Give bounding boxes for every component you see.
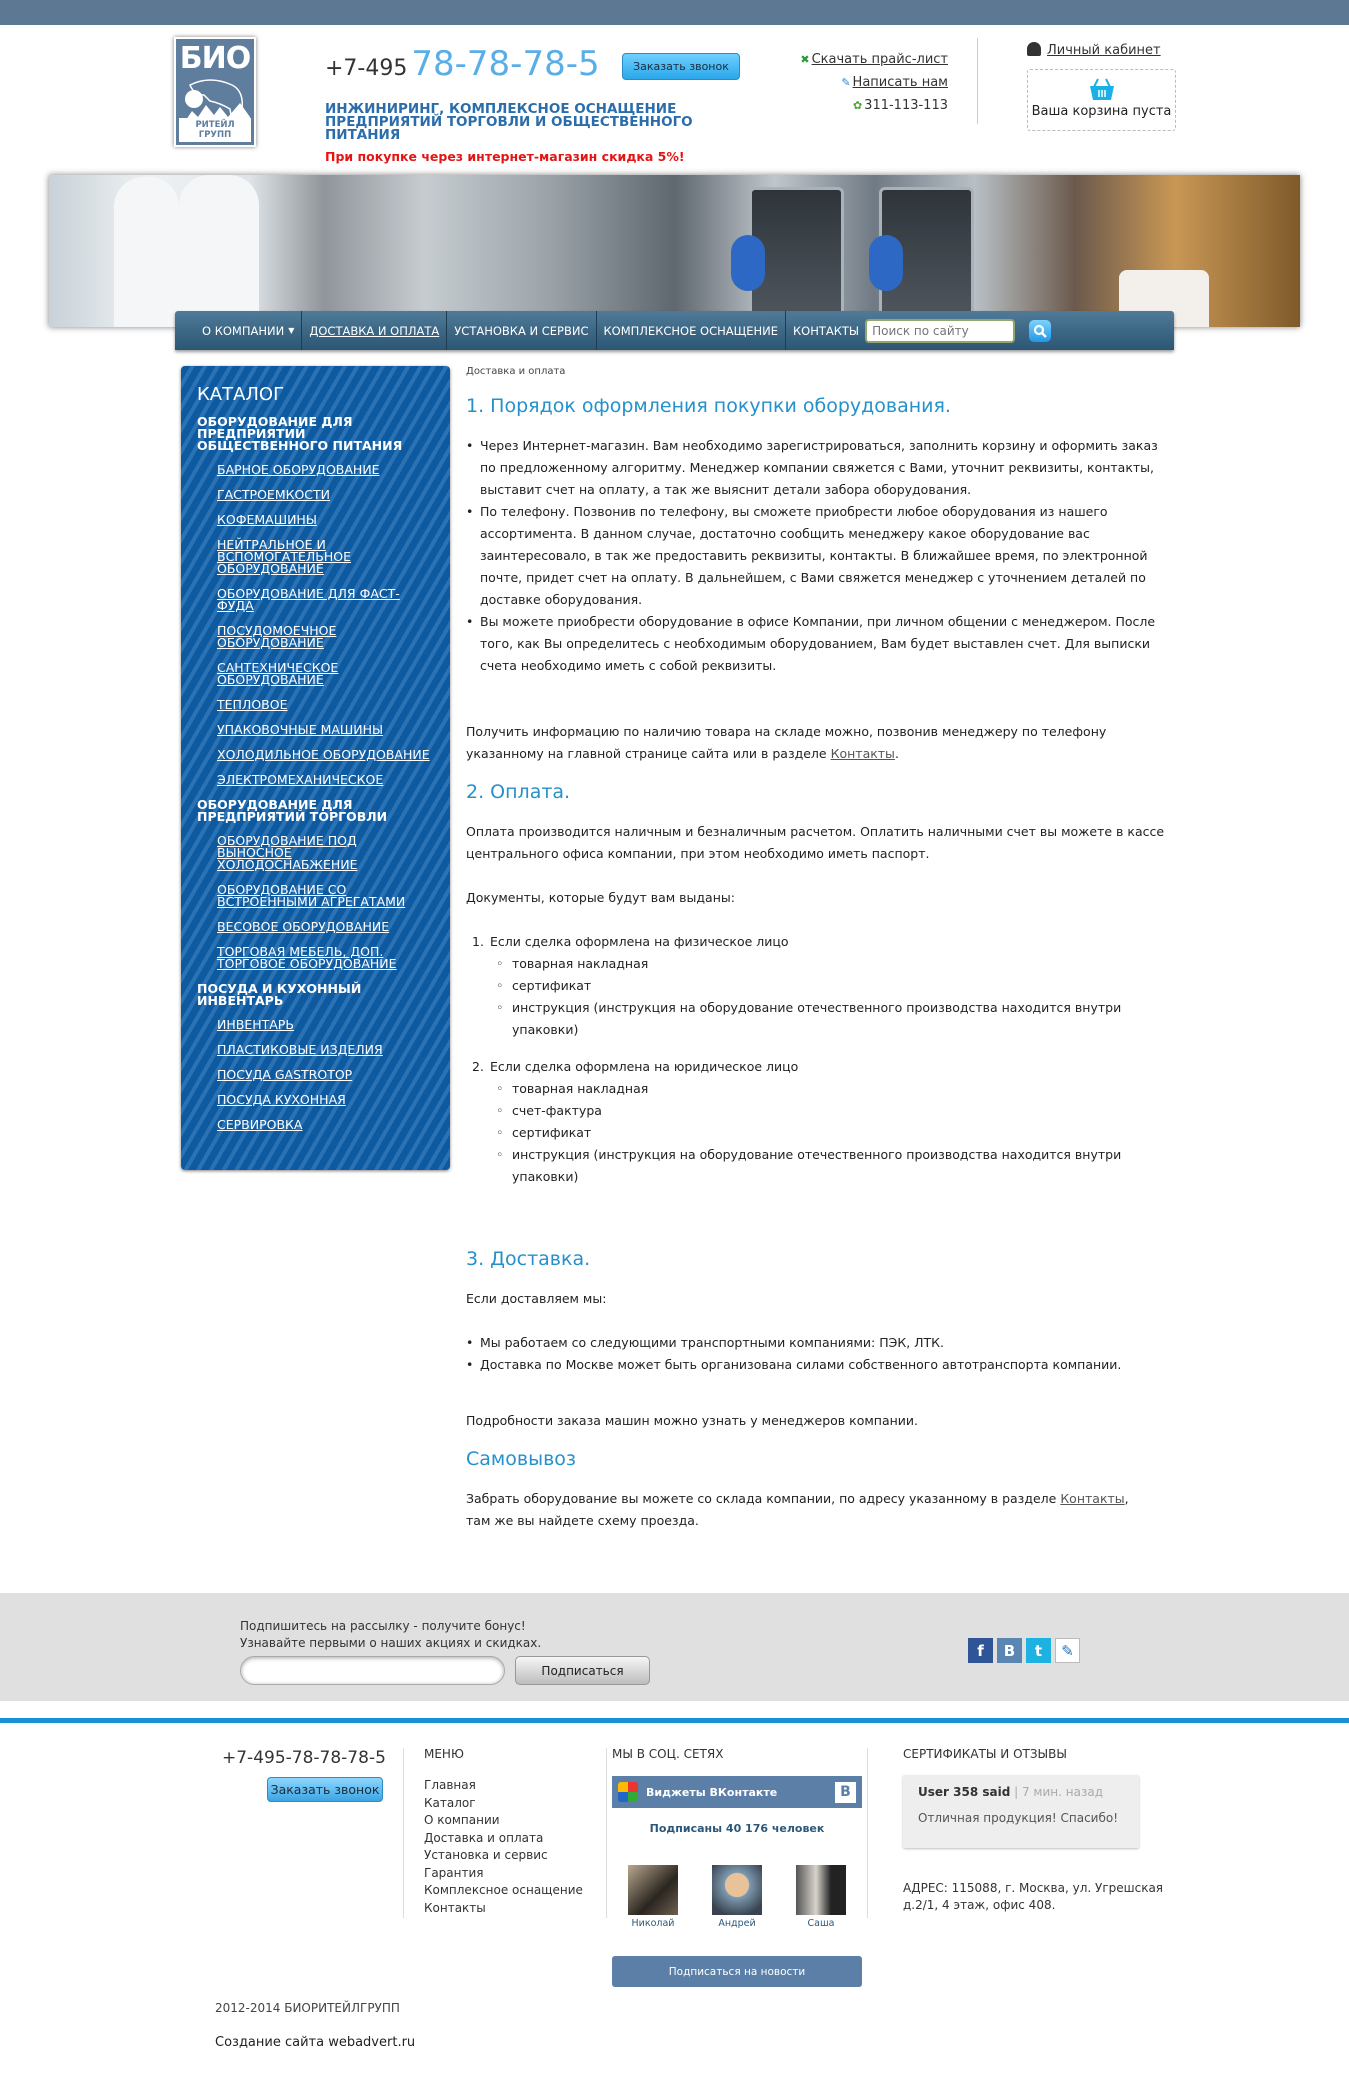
vk-widget — [612, 1776, 862, 1987]
contacts-link[interactable]: Контакты — [1060, 1491, 1125, 1506]
header-phone — [325, 44, 600, 84]
nav-item-install[interactable] — [447, 311, 596, 350]
list-item: • Мы работаем со следующими транспортными компаниями: ПЭК, ЛТК. — [466, 1332, 1171, 1354]
review-header — [918, 1785, 1124, 1799]
header-divider — [977, 38, 978, 124]
search-icon — [1033, 324, 1047, 338]
vkontakte-icon[interactable]: B — [997, 1638, 1022, 1663]
phone-code: +7-495 — [325, 56, 408, 81]
footer-menu-title: МЕНЮ — [424, 1747, 464, 1761]
footer-menu-item[interactable]: Установка и сервис — [424, 1848, 548, 1862]
nav-label: КОМПЛЕКСНОЕ ОСНАЩЕНИЕ — [603, 323, 778, 338]
write-us-link[interactable]: Написать нам — [852, 75, 948, 90]
footer-phone: +7-495-78-78-78-5 — [222, 1748, 386, 1768]
nav-item-about[interactable] — [175, 311, 302, 350]
catalog-item[interactable]: ПОСУДА КУХОННАЯ — [217, 1092, 346, 1107]
catalog-item[interactable]: ПОСУДОМОЕЧНОЕ ОБОРУДОВАНИЕ — [217, 623, 337, 650]
subscribe-text — [240, 1618, 541, 1652]
main-nav — [175, 311, 1174, 350]
list-item: ◦ счет-фактура — [496, 1100, 1171, 1122]
delivery-list — [466, 1332, 1171, 1376]
subscribe-line2: Узнавайте первыми о наших акциях и скидках. — [240, 1636, 542, 1650]
vk-person[interactable] — [796, 1865, 846, 1929]
caret-down-icon: ▼ — [288, 326, 295, 335]
banner-chef — [114, 177, 179, 327]
docs-intro: Документы, которые будут вам выданы: — [466, 890, 735, 905]
banner-chef — [179, 175, 259, 325]
icq-icon: ✿ — [852, 99, 863, 112]
catalog-item[interactable]: ОБОРУДОВАНИЕ ПОД ВЫНОСНОЕ ХОЛОДОСНАБЖЕНИЕ — [217, 833, 358, 872]
header-links — [798, 48, 948, 117]
list-item: • Доставка по Москве может быть организована силами собственного автотранспорта компании. — [466, 1354, 1171, 1376]
callback-button[interactable]: Заказать звонок — [622, 53, 740, 80]
logo-text: БИО — [179, 41, 251, 76]
section-title-payment: 2. Оплата. — [466, 781, 571, 803]
subscribe-band — [0, 1593, 1349, 1701]
vk-person-name: Саша — [807, 1918, 835, 1929]
subscribe-line1: Подпишитесь на рассылку - получите бонус! — [240, 1619, 526, 1633]
payment-text: Оплата производится наличным и безналичным расчетом. Оплатить наличными счет вы можете в кассе центрального офиса компании, при этом необходимо иметь паспорт. — [466, 824, 1165, 861]
address: АДРЕС: 115088, г. Москва, ул. Угрешская д.2/1, 4 этаж, офис 408. — [903, 1881, 1164, 1912]
delivery-intro: Если доставляем мы: — [466, 1291, 607, 1306]
social-title: МЫ В СОЦ. СЕТЯХ — [612, 1747, 724, 1761]
footer-menu-item[interactable]: Гарантия — [424, 1865, 484, 1880]
footer-menu-item[interactable]: Комплексное оснащение — [424, 1883, 583, 1897]
list-item: ◦ товарная накладная — [496, 953, 1171, 975]
order-ways-list — [466, 435, 1171, 677]
vk-person[interactable] — [712, 1865, 762, 1929]
promo-text: При покупке через интернет-магазин скидка 5%! — [325, 149, 685, 164]
docs-list — [466, 931, 1171, 1188]
catalog-item[interactable]: ТЕПЛОВОЕ — [217, 697, 288, 712]
vk-widget-logo-icon — [618, 1782, 638, 1802]
list-item: ◦ сертификат — [496, 1122, 1171, 1144]
catalog-group[interactable]: ОБОРУДОВАНИЕ ДЛЯ ПРЕДПРИЯТИЙ ТОРГОВЛИ — [197, 797, 388, 824]
footer-menu-item[interactable]: Доставка и оплата — [424, 1830, 544, 1845]
list-number: 1. — [472, 934, 484, 949]
pricelist-link[interactable]: Скачать прайс-лист — [811, 52, 948, 67]
catalog-item[interactable]: УПАКОВОЧНЫЕ МАШИНЫ — [217, 722, 384, 737]
catalog-item[interactable]: БАРНОЕ ОБОРУДОВАНИЕ — [217, 462, 380, 477]
list-item: ◦ инструкция (инструкция на оборудование отечественного производства находится внутри упаковки) — [496, 997, 1171, 1041]
nav-label: КОНТАКТЫ — [792, 323, 860, 338]
main-content — [466, 366, 1171, 1532]
breadcrumb[interactable]: Доставка и оплата — [466, 366, 566, 377]
docs-case — [472, 1056, 1171, 1188]
search-button[interactable] — [1029, 320, 1051, 342]
docs-case — [472, 931, 1171, 1041]
delivery-note: Подробности заказа машин можно узнать у менеджеров компании. — [466, 1413, 919, 1428]
user-icon — [1027, 42, 1041, 56]
review-time: | 7 мин. назад — [1014, 1785, 1103, 1799]
footer-column-divider — [867, 1748, 868, 1918]
copyright: 2012-2014 БИОРИТЕЙЛГРУПП — [215, 2001, 400, 2015]
facebook-icon[interactable]: f — [968, 1638, 993, 1663]
banner-oven-dial — [869, 235, 903, 291]
social-icons — [968, 1638, 1080, 1663]
avatar — [712, 1865, 762, 1915]
stock-info: Получить информацию по наличию товара на складе можно, позвонив менеджеру по телефону указанному на главной странице сайта или в разделе Контакты. — [466, 724, 1107, 761]
catalog-title: КАТАЛОГ — [197, 384, 285, 405]
vk-widget-title: Виджеты ВКонтакте — [646, 1785, 778, 1799]
vk-subscriber-count: Подписаны 40 176 человек — [649, 1822, 825, 1835]
list-item: • Вы можете приобрести оборудование в офисе Компании, при личном общении с менеджером. После того, как Вы определитесь с необходимым оборудованием, Вам будет выставлен счет. Для выписки счета необходимо иметь с собой реквизиты. — [466, 611, 1171, 677]
pickup-text-body: Забрать оборудование вы можете со склада компании, по адресу указанному в разделе — [466, 1491, 1061, 1506]
vk-person-name: Андрей — [718, 1918, 756, 1929]
catalog-item[interactable]: ХОЛОДИЛЬНОЕ ОБОРУДОВАНИЕ — [217, 747, 430, 762]
nav-item-equipment[interactable] — [597, 311, 786, 350]
catalog-item[interactable]: ЭЛЕКТРОМЕХАНИЧЕСКОЕ — [217, 772, 384, 787]
stock-info-text: Получить информацию по наличию товара на складе можно, позвонив менеджеру по телефону указанному на главной странице сайта или в разделе — [466, 724, 1107, 761]
tagline: ИНЖИНИРИНГ, КОМПЛЕКСНОЕ ОСНАЩЕНИЕ ПРЕДПРИЯТИЙ ТОРГОВЛИ И ОБЩЕСТВЕННОГО ПИТАНИЯ — [325, 101, 693, 143]
nav-item-contacts[interactable] — [786, 311, 859, 350]
catalog-item[interactable]: САНТЕХНИЧЕСКОЕ ОБОРУДОВАНИЕ — [217, 660, 339, 687]
list-item: ◦ сертификат — [496, 975, 1171, 997]
catalog-group[interactable]: ОБОРУДОВАНИЕ ДЛЯ ПРЕДПРИЯТИЙ ОБЩЕСТВЕННОГО ПИТАНИЯ — [197, 414, 403, 453]
catalog-item[interactable]: ГАСТРОЕМКОСТИ — [217, 487, 331, 502]
avatar — [628, 1865, 678, 1915]
page-title: 1. Порядок оформления покупки оборудования. — [466, 395, 951, 417]
nav-label: О КОМПАНИИ — [202, 323, 285, 338]
footer-column-divider — [606, 1748, 607, 1918]
review-user: User 358 said — [918, 1785, 1011, 1799]
list-item: ◦ товарная накладная — [496, 1078, 1171, 1100]
vk-people — [612, 1865, 862, 1929]
footer-divider — [0, 1718, 1349, 1723]
subscribe-button[interactable]: Подписаться — [515, 1656, 650, 1685]
footer-menu-item[interactable]: Главная — [424, 1778, 476, 1792]
nav-label: УСТАНОВКА И СЕРВИС — [454, 323, 589, 338]
avatar — [796, 1865, 846, 1915]
cart-widget[interactable] — [1027, 69, 1176, 131]
made-by[interactable]: Создание сайта webadvert.ru — [215, 2035, 416, 2050]
certificates-title: СЕРТИФИКАТЫ И ОТЗЫВЫ — [903, 1747, 1067, 1761]
vk-widget-header[interactable] — [612, 1776, 862, 1808]
docs-case-label: Если сделка оформлена на физическое лицо — [490, 934, 789, 949]
catalog-item[interactable]: ОБОРУДОВАНИЕ ДЛЯ ФАСТ-ФУДА — [217, 586, 400, 613]
twitter-icon[interactable]: t — [1026, 1638, 1051, 1663]
vk-subscribe-button[interactable]: Подписаться на новости — [612, 1956, 862, 1987]
list-number: 2. — [472, 1059, 484, 1074]
catalog-item[interactable]: СЕРВИРОВКА — [217, 1117, 303, 1132]
section-title-delivery: 3. Доставка. — [466, 1248, 591, 1270]
list-item: • По телефону. Позвонив по телефону, вы сможете приобрести любое оборудования из нашего ассортимента. В данном случае, достаточно сообщить менеджеру какое оборудование вас заинтересовало, в так же предоставить реквизиты, контакты. В ближайшее время, по электронной почте, придет счет на оплату. В дальнейшем, с Вами свяжется менеджер с уточнением деталей по доставке оборудования. — [466, 501, 1171, 611]
cart-empty-text: Ваша корзина пуста — [1031, 104, 1172, 119]
catalog-item[interactable]: НЕЙТРАЛЬНОЕ И ВСПОМОГАТЕЛЬНОЕ ОБОРУДОВАНИЕ — [217, 537, 351, 576]
contacts-link[interactable]: Контакты — [830, 746, 895, 761]
vk-person[interactable] — [628, 1865, 678, 1929]
cabinet-label: Личный кабинет — [1047, 43, 1161, 58]
catalog-item[interactable]: ОБОРУДОВАНИЕ СО ВСТРОЕННЫМИ АГРЕГАТАМИ — [217, 882, 406, 909]
pickup-text-tail: там же вы найдете схему проезда. — [466, 1513, 699, 1528]
review-card — [903, 1775, 1139, 1848]
footer-menu-item[interactable]: Контакты — [424, 1900, 486, 1915]
phone-number: 78-78-78-5 — [411, 44, 600, 84]
nav-item-delivery[interactable] — [302, 311, 447, 350]
list-item: ◦ инструкция (инструкция на оборудование отечественного производства находится внутри упаковки) — [496, 1144, 1171, 1188]
docs-case-label: Если сделка оформлена на юридическое лицо — [490, 1059, 799, 1074]
search-input[interactable] — [865, 319, 1015, 343]
catalog-group[interactable]: ПОСУДА И КУХОННЫЙ ИНВЕНТАРЬ — [197, 981, 362, 1008]
icq-number: 311-113-113 — [864, 98, 948, 113]
logo-subtext: РИТЕЙЛ ГРУПП — [179, 118, 251, 142]
banner-oven-dial — [731, 235, 765, 291]
pencil-icon: ✎ — [841, 76, 851, 89]
catalog-item[interactable]: КОФЕМАШИНЫ — [217, 512, 317, 527]
catalog-item[interactable]: ПОСУДА GASTROTOP — [217, 1067, 353, 1082]
nav-label: ДОСТАВКА И ОПЛАТА — [309, 323, 440, 338]
footer-menu-item[interactable]: Каталог — [424, 1795, 476, 1810]
catalog-item[interactable]: ПЛАСТИКОВЫЕ ИЗДЕЛИЯ — [217, 1042, 383, 1057]
excel-icon: ✖ — [800, 53, 810, 66]
top-bar — [0, 0, 1349, 25]
logo[interactable] — [174, 37, 256, 147]
review-text: Отличная продукция! Спасибо! — [918, 1811, 1119, 1825]
basket-icon — [1088, 78, 1116, 102]
vk-logo-icon: B — [835, 1782, 856, 1803]
footer-callback-button[interactable]: Заказать звонок — [267, 1777, 383, 1802]
footer-column-divider — [403, 1748, 404, 1918]
catalog-item[interactable]: ТОРГОВАЯ МЕБЕЛЬ, ДОП. ТОРГОВОЕ ОБОРУДОВАНИЕ — [217, 944, 397, 971]
cabinet-link[interactable] — [1027, 42, 1161, 58]
livejournal-icon[interactable]: ✎ — [1055, 1638, 1080, 1663]
catalog-item[interactable]: ВЕСОВОЕ ОБОРУДОВАНИЕ — [217, 919, 390, 934]
catalog-sidebar — [181, 366, 450, 1170]
hero-banner — [49, 175, 1300, 327]
subscribe-email-input[interactable] — [240, 1656, 505, 1685]
footer-menu-item[interactable]: О компании — [424, 1813, 500, 1827]
footer-menu — [424, 1747, 583, 1917]
vk-person-name: Николай — [631, 1918, 675, 1929]
pickup-text: Забрать оборудование вы можете со склада компании, по адресу указанному в разделе Контакты, там же вы найдете схему проезда. — [466, 1491, 1129, 1528]
list-item: • Через Интернет-магазин. Вам необходимо зарегистрироваться, заполнить корзину и оформить заказ по предложенному алгоритму. Менеджер компании свяжется с Вами, уточнит реквизиты, контакты, выставит счет на оплату, а так же выяснит детали забора оборудования. — [466, 435, 1171, 501]
section-title-pickup: Самовывоз — [466, 1448, 576, 1470]
catalog-item[interactable]: ИНВЕНТАРЬ — [217, 1017, 294, 1032]
